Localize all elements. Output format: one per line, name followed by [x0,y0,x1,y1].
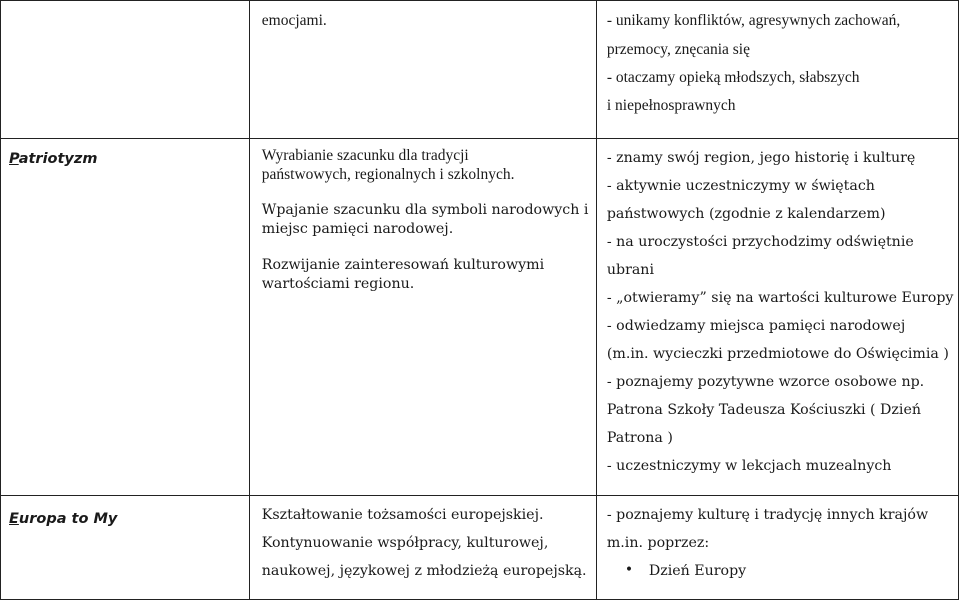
action-line: - „otwieramy” się na wartości kulturowe Europy [606,290,954,306]
bullet-icon: • [624,562,634,578]
goals-cell [249,1,596,139]
action-line: - otaczamy opieką młodszych, słabszych [606,69,860,86]
goals-cell [249,139,596,496]
action-line: - poznajemy pozytywne wzorce osobowe np. [606,374,925,390]
action-line: m.in. poprzez: [606,535,710,551]
table-row [1,139,959,496]
goal-line: Rozwijanie zainteresowań kulturowymi [261,257,545,273]
action-line: przemocy, znęcania się [606,41,750,58]
actions-cell [596,1,958,139]
action-line: (m.in. wycieczki przedmiotowe do Oświęcimia ) [606,346,949,362]
heading-cell [1,496,250,600]
action-line: państwowych (zgodnie z kalendarzem) [606,206,886,222]
action-line: ubrani [606,262,654,278]
goal-line: Kontynuowanie współpracy, kulturowej, [261,535,549,551]
goal-line: emocjami. [261,12,327,29]
action-line: - unikamy konfliktów, agresywnych zachowań, [606,12,901,29]
action-line: - uczestniczymy w lekcjach muzealnych [606,458,892,474]
heading-cell [1,1,250,139]
action-line: - poznajemy kulturę i tradycję innych krajów [606,507,929,523]
action-line: - znamy swój region, jego historię i kulturę [606,150,916,166]
table-row [1,1,959,139]
goal-line: Wpajanie szacunku dla symboli narodowych i [261,202,589,218]
action-line: - aktywnie uczestniczymy w świętach [606,178,875,194]
goal-line: miejsc pamięci narodowej. [261,221,454,237]
goal-line: Kształtowanie tożsamości europejskiej. [261,507,544,523]
goal-line: państwowych, regionalnych i szkolnych. [261,166,515,183]
table-row [1,496,959,600]
goal-line: naukowej, językowej z młodzieżą europejską. [261,563,587,579]
heading-cell [1,139,250,496]
action-line: Patrona Szkoły Tadeusza Kościuszki ( Dzień [606,402,921,418]
action-line: - odwiedzamy miejsca pamięci narodowej [606,318,906,334]
row-heading: Patriotyzm [9,151,98,167]
goal-line: wartościami regionu. [261,276,415,292]
action-line: i niepełnosprawnych [606,97,736,114]
row-heading: Europa to My [9,511,118,527]
bullet-item: Dzień Europy [648,563,747,579]
action-line: Patrona ) [606,430,673,446]
actions-cell [596,496,958,600]
actions-cell [596,139,958,496]
action-line: - na uroczystości przychodzimy odświętnie [606,234,914,250]
goals-cell [249,496,596,600]
goal-line: Wyrabianie szacunku dla tradycji [261,147,469,164]
